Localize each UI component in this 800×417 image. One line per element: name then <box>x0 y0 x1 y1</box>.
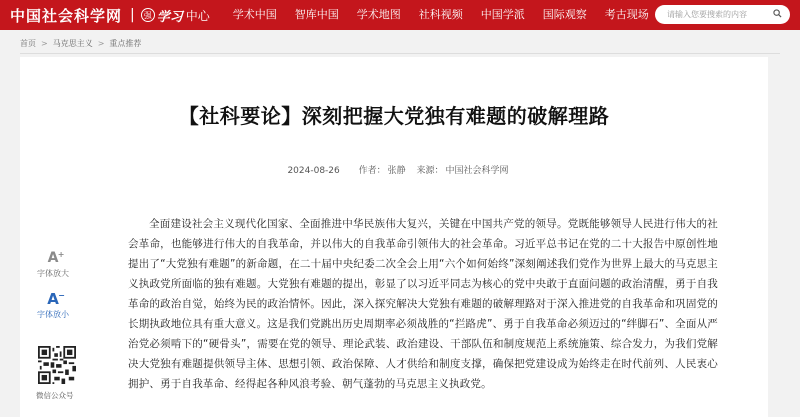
breadcrumb-key-recommendation[interactable]: 重点推荐 <box>109 39 142 48</box>
source-label: 来源： <box>416 166 444 176</box>
xuexi-badge-icon: 强 <box>141 8 155 22</box>
nav-item-academic-china[interactable]: 学术中国 <box>232 8 277 21</box>
top-navigation-bar <box>0 0 800 30</box>
nav-item-social-science-video[interactable]: 社科视频 <box>418 8 463 21</box>
breadcrumb-separator: > <box>97 39 105 48</box>
article-date: 2024-08-26 <box>287 166 340 176</box>
nav-item-archaeology[interactable]: 考古现场 <box>604 8 649 21</box>
breadcrumb-separator: > <box>41 39 48 48</box>
breadcrumb-marxism[interactable]: 马克思主义 <box>52 39 93 48</box>
search-icon[interactable] <box>773 9 782 18</box>
article-meta <box>20 163 768 176</box>
logo-text: 中国社会科学网 <box>10 6 123 25</box>
breadcrumb-divider <box>20 53 780 54</box>
font-increase-icon <box>47 250 65 266</box>
search-input[interactable] <box>667 10 775 19</box>
font-increase-sup: + <box>57 250 65 259</box>
nav-item-international-observation[interactable]: 国际观察 <box>542 8 587 21</box>
nav-item-think-tank-china[interactable]: 智库中国 <box>294 8 339 21</box>
search-box <box>655 5 790 24</box>
xuexi-name: 学习 <box>156 9 183 25</box>
article-container <box>20 57 768 417</box>
side-toolbar <box>28 250 78 332</box>
author-label: 作者： <box>358 166 386 176</box>
font-decrease-label: 字体放小 <box>37 310 69 319</box>
font-decrease-button[interactable] <box>28 291 78 320</box>
article-author: 张静 <box>387 166 406 176</box>
logo-separator: | <box>130 7 135 23</box>
nav-item-chinese-school[interactable]: 中国学派 <box>480 8 525 21</box>
font-decrease-icon <box>47 290 65 308</box>
nav-item-academic-map[interactable]: 学术地图 <box>356 8 401 21</box>
breadcrumb-home[interactable]: 首页 <box>20 39 36 48</box>
font-increase-button[interactable] <box>28 250 78 279</box>
wechat-label: 微信公众号 <box>36 391 74 400</box>
site-logo[interactable] <box>0 0 210 30</box>
article-paragraph: 全面建设社会主义现代化国家、全面推进中华民族伟大复兴，关键在中国共产党的领导。党既能够领导人民进行伟大的社会革命，也能够进行伟大的自我革命，并以伟大的自我革命引领伟大的社会革命。习近平总书记在党的二十大报告中原创性地提出了“大党独有难题”的新命题，在二十届中央纪委二次全会上用“六个如何始终”深刻阐述我们党作为世界上最大的马克思主义执政党所面临的独有难题。大党独有难题的提出，彰显了以习近平同志为核心的党中央敢于直面问题的政治清醒，勇于自我革命的政治自觉，始终为民的政治情怀。因此，深入探究解决大党独有难题的破解理路对于深入推进党的自我革命和巩固党的长期执政地位具有重大意义。这是我们党跳出历史周期率必须战胜的“拦路虎”、勇于自我革命必须迈过的“绊脚石”、全面从严治党必须啃下的“硬骨头”，需要在党的领导、理论武装、政治建设、干部队伍和制度规范上系统施策、综合发力，为我们党解决大党独有难题提供领导主体、思想引领、政治保障、人才供给和制度支撑，确保把党建设成为始终走在时代前列、人民衷心拥护、勇于自我革命、经得起各种风浪考验、朝气蓬勃的马克思主义执政党。 <box>128 218 718 390</box>
article-title: 【社科要论】深刻把握大党独有难题的破解理路 <box>178 104 610 128</box>
font-increase-glyph: A <box>47 250 59 266</box>
breadcrumb <box>20 38 141 49</box>
font-increase-label: 字体放大 <box>37 269 69 278</box>
wechat-qr-code-icon <box>38 346 76 384</box>
font-decrease-sup: − <box>58 291 65 300</box>
xuexi-center-logo[interactable] <box>141 6 210 25</box>
font-decrease-glyph: A <box>47 290 59 308</box>
xuexi-center-label: 中心 <box>185 8 210 23</box>
article-body <box>128 214 718 394</box>
article-source: 中国社会科学网 <box>445 166 509 176</box>
